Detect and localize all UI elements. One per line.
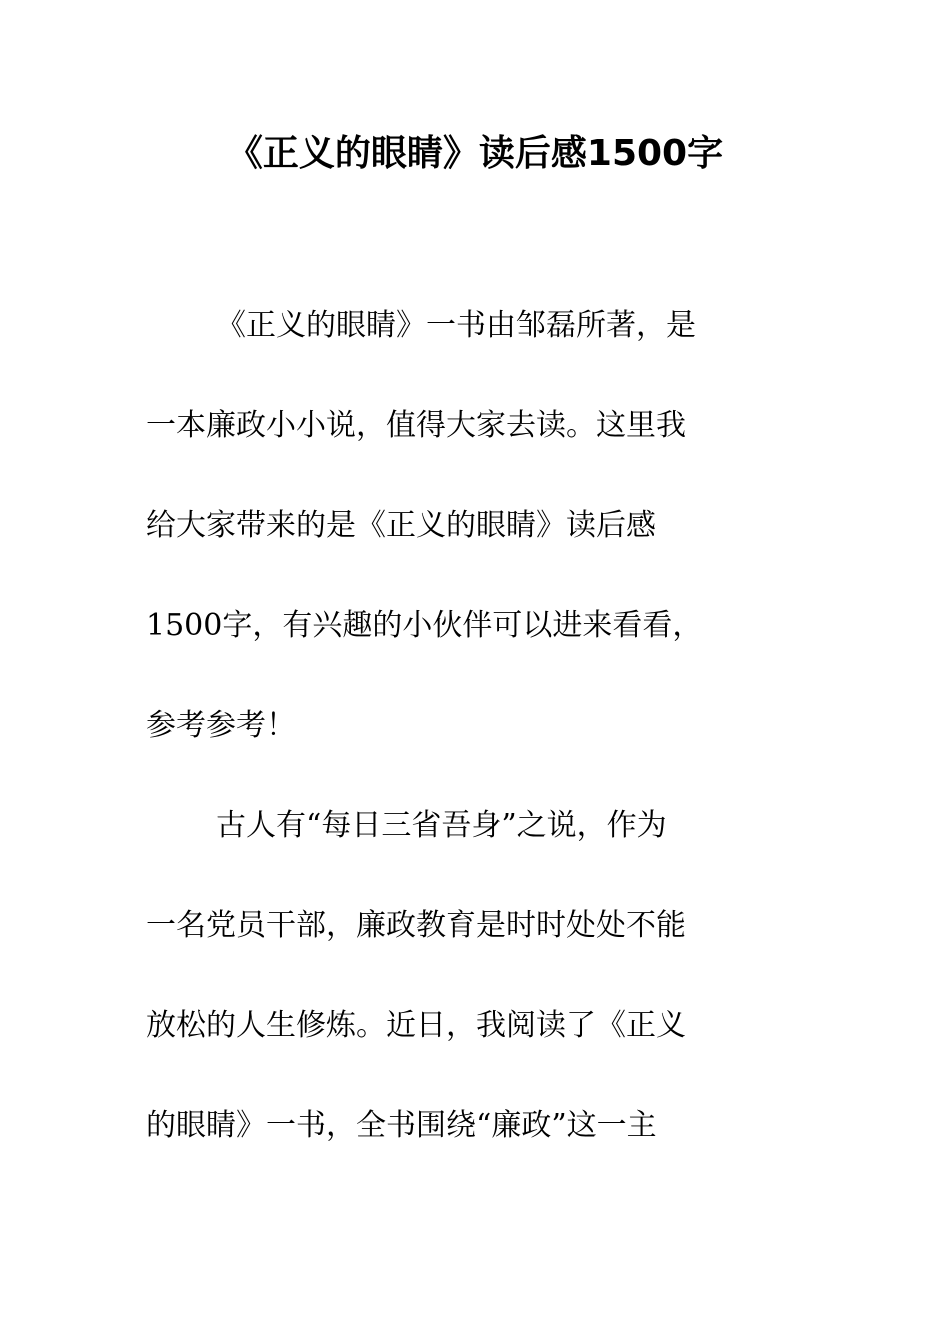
document-title: 《正义的眼睛》读后感1500字 [226,133,724,174]
paragraph-1-line-1: 《正义的眼睛》一书由邹磊所著，是 [216,308,696,343]
paragraph-2-line-2: 一名党员干部，廉政教育是时时处处不能 [146,908,686,943]
paragraph-1-line-3: 给大家带来的是《正义的眼睛》读后感 [146,508,656,543]
paragraph-1-line-5: 参考参考！ [146,708,296,743]
paragraph-1-line-2: 一本廉政小小说，值得大家去读。这里我 [146,408,686,443]
paragraph-1-line-4: 1500字，有兴趣的小伙伴可以进来看看， [146,608,703,643]
paragraph-2-line-3: 放松的人生修炼。近日，我阅读了《正义 [146,1008,686,1043]
paragraph-2-line-4: 的眼睛》一书，全书围绕“廉政”这一主 [146,1108,657,1143]
paragraph-2-line-1: 古人有“每日三省吾身”之说，作为 [216,808,667,843]
document-body [146,298,776,1198]
